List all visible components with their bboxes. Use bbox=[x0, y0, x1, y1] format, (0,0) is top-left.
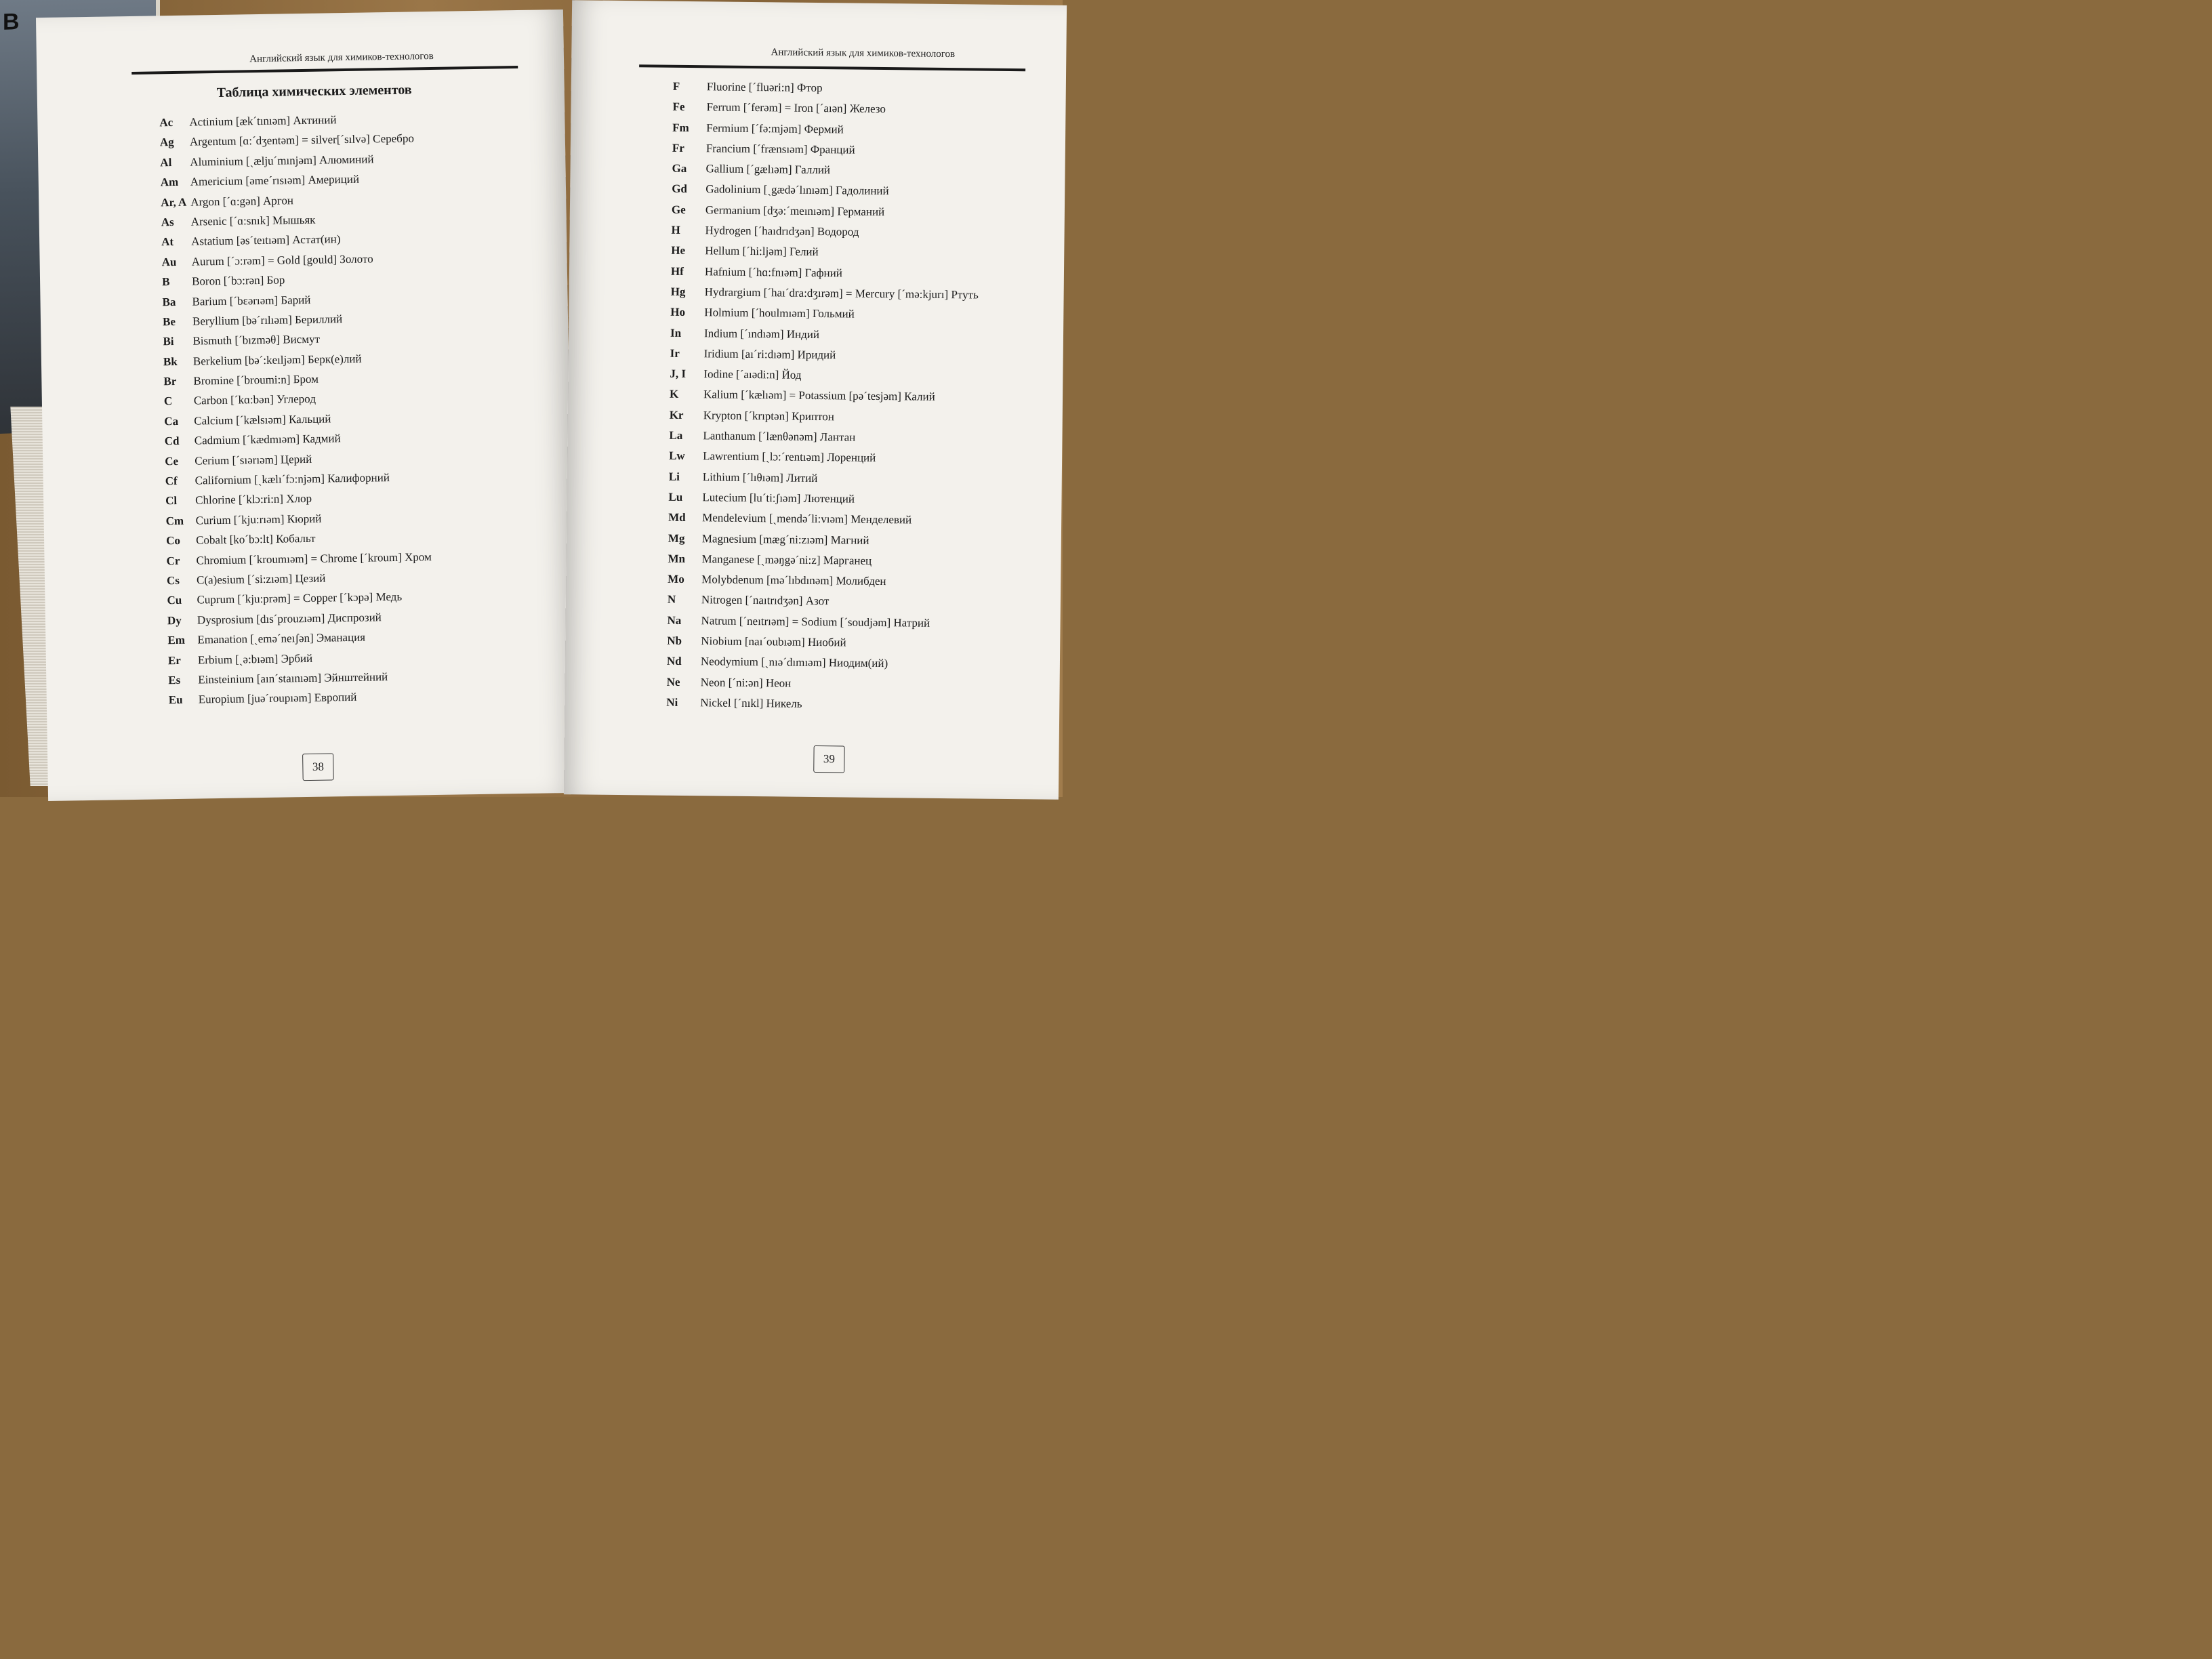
element-description: Americium [əme´rısıəm] Америций bbox=[190, 172, 360, 188]
element-symbol: Bk bbox=[163, 354, 178, 368]
element-description: Arsenic [´ɑ:snık] Мышьяк bbox=[190, 213, 316, 228]
element-description: Chlorine [´klɔ:ri:n] Хлор bbox=[195, 492, 312, 507]
element-symbol: Li bbox=[668, 470, 680, 483]
element-symbol: Ne bbox=[666, 675, 680, 689]
element-symbol: Dy bbox=[167, 613, 182, 628]
element-symbol: Be bbox=[162, 314, 176, 329]
element-symbol: Bi bbox=[163, 335, 174, 348]
element-description: Neodymium [ˏnıə´dımıəm] Ниодим(ий) bbox=[700, 655, 888, 670]
right-header-rule bbox=[639, 64, 1025, 71]
element-symbol: Am bbox=[160, 176, 179, 189]
element-symbol: He bbox=[671, 244, 686, 258]
element-symbol: Cf bbox=[165, 474, 178, 488]
element-description: Carbon [´kɑ:bən] Углерод bbox=[193, 392, 316, 408]
element-symbol: Em bbox=[167, 633, 186, 647]
element-symbol: H bbox=[671, 223, 680, 237]
element-description: Einsteinium [aın´staınıəm] Эйнштейний bbox=[198, 670, 388, 687]
element-description: Krypton [´krıptən] Криптон bbox=[703, 409, 834, 424]
element-description: Indium [´ındıəm] Индий bbox=[703, 326, 820, 341]
element-symbol: Ag bbox=[159, 136, 174, 149]
element-symbol: Al bbox=[160, 155, 172, 169]
element-symbol: C bbox=[163, 394, 173, 408]
element-description: Nickel [´nıkl] Никель bbox=[700, 696, 802, 710]
element-description: Boron [´bɔ:rən] Бор bbox=[191, 273, 285, 288]
element-description: Germanium [dʒə:´meınıəm] Германий bbox=[705, 203, 885, 218]
element-symbol: At bbox=[161, 235, 174, 249]
element-symbol: Lw bbox=[669, 449, 685, 463]
element-symbol: Hf bbox=[670, 264, 684, 278]
element-description: Aluminium [ˏælju´mınjəm] Алюминий bbox=[190, 152, 374, 169]
element-description: Hydrogen [´haıdrıdʒən] Водород bbox=[705, 224, 859, 239]
element-description: Gadolinium [ˏgædə´lınıəm] Гадолиний bbox=[705, 182, 889, 198]
element-description: Calcium [´kælsıəm] Кальций bbox=[194, 412, 331, 428]
element-description: Ferrum [´ferəm] = Iron [´aıən] Железо bbox=[706, 100, 886, 116]
element-symbol: Ni bbox=[666, 695, 678, 709]
right-page-number: 39 bbox=[813, 745, 844, 773]
element-description: Argentum [ɑ:´dʒentəm] = silver[´sılvə] Серебро bbox=[189, 131, 415, 149]
element-symbol: Ir bbox=[670, 346, 680, 360]
element-symbol: Ba bbox=[162, 295, 176, 308]
element-description: Niobium [naı´oubıəm] Ниобий bbox=[701, 634, 846, 649]
element-description: Fluorine [´fluəri:n] Фтор bbox=[706, 80, 823, 95]
element-description: Lutecium [lu´ti:ʃıəm] Лютенций bbox=[702, 491, 855, 506]
element-symbol: Cm bbox=[165, 514, 184, 528]
left-header-rule bbox=[131, 66, 518, 75]
element-symbol: Mo bbox=[668, 572, 684, 586]
table-title: Таблица химических элементов bbox=[216, 82, 412, 101]
element-description: Barium [´bɛərıəm] Барий bbox=[192, 293, 311, 308]
element-description: Francium [´frænsıəm] Франций bbox=[705, 142, 855, 157]
element-symbol: In bbox=[670, 326, 682, 340]
right-page bbox=[564, 0, 1067, 800]
element-description: Natrum [´neıtrıəm] = Sodium [´soudjəm] Натрий bbox=[701, 613, 930, 630]
left-element-list bbox=[159, 113, 432, 714]
element-symbol: Nb bbox=[667, 634, 682, 647]
element-symbol: Cl bbox=[165, 494, 178, 508]
element-description: Holmium [´houlmıəm] Гольмий bbox=[704, 306, 855, 321]
background-book-letter: В bbox=[3, 9, 20, 35]
element-symbol: La bbox=[669, 428, 683, 442]
element-description: Astatium [əs´teıtıəm] Астат(ин) bbox=[191, 232, 341, 248]
element-description: Mendelevium [ˏmendə´li:vıəm] Менделевий bbox=[702, 511, 912, 527]
element-symbol: Cd bbox=[164, 434, 180, 448]
element-description: Fermium [´fə:mjəm] Фермий bbox=[706, 121, 844, 136]
element-description: Bromine [´broumi:n] Бром bbox=[193, 372, 319, 388]
element-symbol: Au bbox=[161, 255, 177, 269]
element-symbol: Ho bbox=[670, 306, 686, 319]
element-description: C(a)esium [´si:zıəm] Цезий bbox=[196, 571, 326, 587]
element-description: Europium [juə´roupıəm] Европий bbox=[198, 691, 357, 706]
element-description: Cobalt [ko´bɔ:lt] Кобальт bbox=[195, 532, 316, 547]
element-symbol: Hg bbox=[670, 285, 686, 298]
element-description: Neon [´ni:ən] Неон bbox=[700, 675, 792, 690]
element-description: Hellum [´hi:ljəm] Гелий bbox=[705, 244, 819, 259]
element-symbol: Er bbox=[167, 653, 181, 667]
left-running-head: Английский язык для химиков-технологов bbox=[249, 50, 434, 65]
element-description: Actinium [æk´tınıəm] Актиний bbox=[189, 113, 337, 129]
element-symbol: Ac bbox=[159, 116, 173, 129]
left-page-number: 38 bbox=[302, 753, 334, 781]
element-symbol: Kr bbox=[669, 408, 684, 422]
element-description: Manganese [ˏməŋgə´ni:z] Марганец bbox=[701, 552, 872, 567]
element-symbol: Eu bbox=[168, 693, 183, 707]
element-symbol: Cu bbox=[167, 594, 182, 607]
element-description: Curium [´kju:rıəm] Кюрий bbox=[195, 512, 322, 527]
element-description: Chromium [´kroumıəm] = Chrome [´kroum] Хром bbox=[196, 550, 432, 567]
element-description: Cuprum [´kju:prəm] = Copper [´kɔpə] Медь bbox=[197, 590, 403, 607]
element-description: Nitrogen [´naıtrıdʒən] Азот bbox=[701, 593, 830, 608]
element-description: Cadmium [´kædmıəm] Кадмий bbox=[194, 432, 341, 447]
element-description: Magnesium [mæg´ni:zıəm] Магний bbox=[701, 531, 869, 547]
element-symbol: Mg bbox=[668, 531, 685, 545]
element-description: Dysprosium [dıs´prouzıəm] Диспрозий bbox=[197, 611, 382, 627]
left-page bbox=[36, 9, 575, 801]
element-description: Gallium [´gælıəm] Галлий bbox=[705, 162, 831, 177]
element-symbol: Ga bbox=[672, 161, 687, 176]
element-description: Aurum [´ɔ:rəm] = Gold [gould] Золото bbox=[191, 252, 373, 268]
element-description: Kalium [´kælıəm] = Potassium [pə´tesjəm] Калий bbox=[703, 388, 935, 404]
element-description: Iodine [´aıədi:n] Йод bbox=[703, 367, 802, 382]
element-symbol: As bbox=[161, 215, 174, 229]
right-running-head: Английский язык для химиков-технологов bbox=[771, 47, 956, 60]
element-description: Bismuth [´bızməθ] Висмут bbox=[192, 332, 321, 348]
element-description: Lawrentium [ˏlɔ:´rentıəm] Лоренций bbox=[703, 449, 876, 465]
element-symbol: Fe bbox=[672, 100, 685, 114]
element-symbol: Md bbox=[668, 510, 686, 525]
element-symbol: F bbox=[672, 79, 680, 93]
element-description: Cerium [´sıərıəm] Церий bbox=[194, 452, 312, 468]
element-symbol: Ge bbox=[671, 203, 686, 216]
element-symbol: N bbox=[667, 593, 676, 607]
element-symbol: Es bbox=[168, 673, 181, 687]
element-symbol: Mn bbox=[668, 552, 686, 565]
element-description: Molybdenum [mə´lıbdınəm] Молибден bbox=[701, 573, 886, 588]
element-symbol: Ca bbox=[164, 414, 179, 428]
element-symbol: K bbox=[669, 388, 679, 401]
element-description: Beryllium [bə´rılıəm] Бериллий bbox=[192, 312, 343, 328]
element-symbol: Na bbox=[667, 613, 682, 627]
element-symbol: Cr bbox=[166, 554, 180, 567]
element-description: Berkelium [bə´:keıljəm] Берк(е)лий bbox=[192, 352, 362, 368]
element-symbol: Cs bbox=[166, 573, 180, 588]
element-description: Argon [´ɑ:gən] Аргон bbox=[190, 193, 294, 209]
element-description: Californium [ˏkælı´fɔ:njəm] Калифорний bbox=[194, 471, 390, 487]
element-description: Iridium [aı´ri:dıəm] Иридий bbox=[703, 347, 836, 362]
element-symbol: Lu bbox=[668, 490, 683, 504]
element-description: Emanation [ˏemə´neıʃən] Эманация bbox=[197, 630, 366, 647]
element-symbol: Ar, A bbox=[161, 195, 187, 209]
element-symbol: B bbox=[161, 275, 170, 289]
element-description: Hydrargium [´haı´dra:dʒırəm] = Mercury [´mə:kjurı] Ртуть bbox=[704, 285, 979, 302]
element-description: Lithium [´lıθıəm] Литий bbox=[702, 470, 818, 485]
element-symbol: Fm bbox=[672, 121, 689, 134]
element-description: Erbium [ˏə:bıəm] Эрбий bbox=[197, 651, 313, 667]
element-symbol: J, I bbox=[670, 367, 687, 381]
element-description: Lanthanum [´lænθənəm] Лантан bbox=[703, 429, 856, 444]
element-symbol: Nd bbox=[666, 655, 682, 668]
element-symbol: Fr bbox=[672, 141, 684, 155]
right-element-list bbox=[666, 79, 979, 716]
element-description: Hafnium [´hɑ:fnıəm] Гафний bbox=[704, 264, 843, 280]
element-symbol: Br bbox=[163, 375, 177, 388]
element-symbol: Gd bbox=[672, 182, 688, 196]
element-symbol: Ce bbox=[165, 454, 179, 468]
element-symbol: Co bbox=[165, 534, 181, 548]
